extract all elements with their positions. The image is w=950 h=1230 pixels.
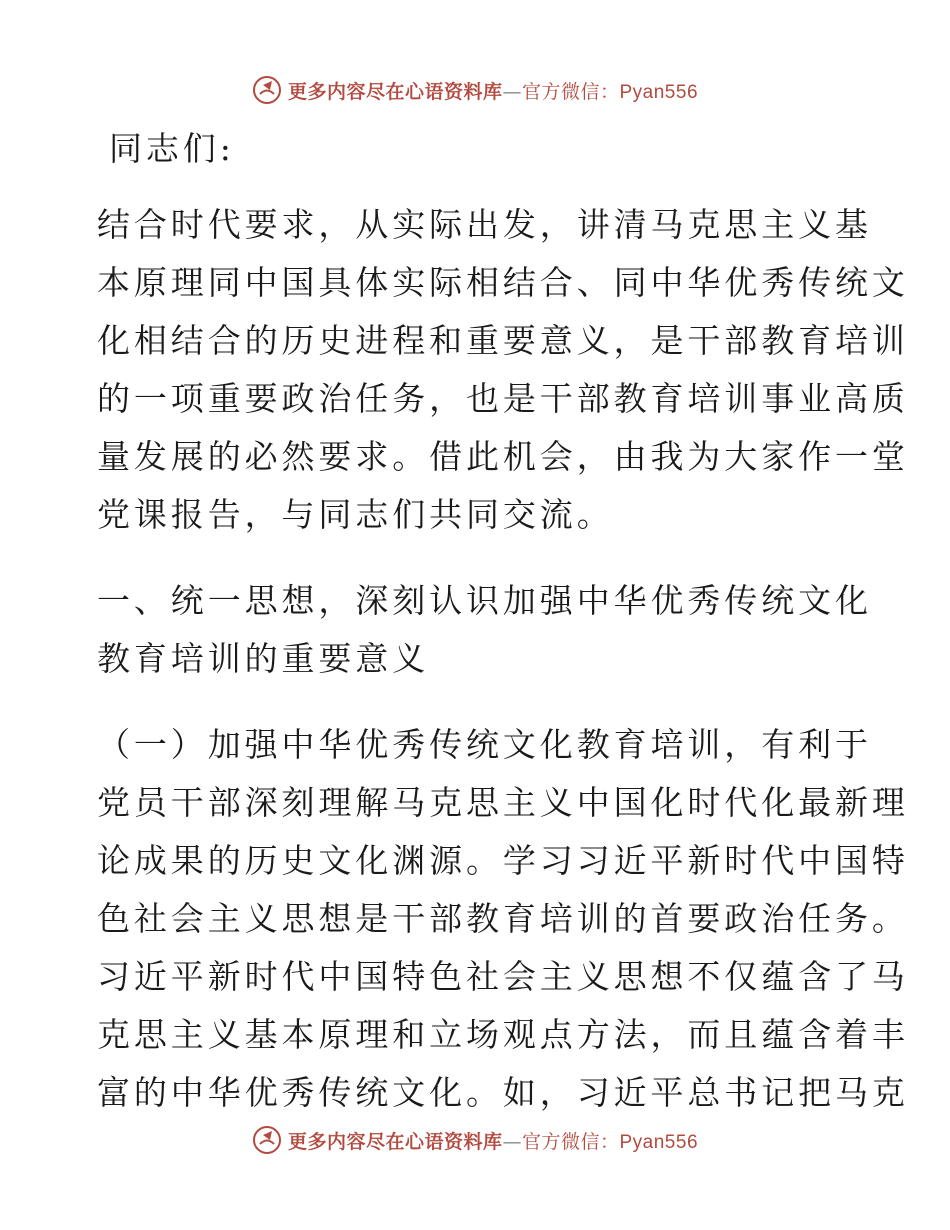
heading-line: 一、统一思想，深刻认识加强中华优秀传统文化 [97, 581, 872, 620]
watermark-id: Pyan556 [619, 81, 699, 103]
paragraph-intro [97, 196, 909, 544]
subsection-1 [97, 716, 909, 1122]
text-line: 色社会主义思想是干部教育培训的首要政治任务。 [97, 899, 909, 938]
header-watermark [0, 72, 950, 108]
salutation: 同志们: [109, 129, 235, 168]
watermark-separator: — [502, 80, 522, 103]
text-line: 量发展的必然要求。借此机会，由我为大家作一堂 [97, 437, 909, 476]
text-line: 克思主义基本原理和立场观点方法，而且蕴含着丰 [97, 1015, 909, 1054]
watermark-separator: — [502, 1130, 522, 1153]
text-line: 党员干部深刻理解马克思主义中国化时代化最新理 [97, 783, 909, 822]
watermark-title: 更多内容尽在心语资料库 [287, 80, 503, 103]
watermark-label: 官方微信： [521, 1130, 620, 1153]
watermark-label: 官方微信： [521, 80, 620, 103]
text-line: 党课报告，与同志们共同交流。 [97, 495, 614, 534]
section-heading-1 [97, 572, 872, 688]
text-line: 结合时代要求，从实际出发，讲清马克思主义基 [97, 205, 872, 244]
text-line: （一）加强中华优秀传统文化教育培训，有利于 [97, 725, 872, 764]
text-line: 的一项重要政治任务，也是干部教育培训事业高质 [97, 379, 909, 418]
watermark-text [288, 1127, 698, 1154]
watermark-title: 更多内容尽在心语资料库 [287, 1130, 503, 1153]
book-pen-logo-icon [252, 75, 282, 105]
footer-watermark [0, 1122, 950, 1158]
watermark-id: Pyan556 [619, 1131, 699, 1153]
text-line: 论成果的历史文化渊源。学习习近平新时代中国特 [97, 841, 909, 880]
watermark-text [288, 77, 698, 104]
document-body [97, 120, 909, 1122]
book-pen-logo-icon [252, 1125, 282, 1155]
text-line: 富的中华优秀传统文化。如，习近平总书记把马克 [97, 1073, 909, 1112]
text-line: 本原理同中国具体实际相结合、同中华优秀传统文 [97, 263, 909, 302]
heading-line: 教育培训的重要意义 [97, 639, 430, 678]
text-line: 化相结合的历史进程和重要意义，是干部教育培训 [97, 321, 909, 360]
text-line: 习近平新时代中国特色社会主义思想不仅蕴含了马 [97, 957, 909, 996]
